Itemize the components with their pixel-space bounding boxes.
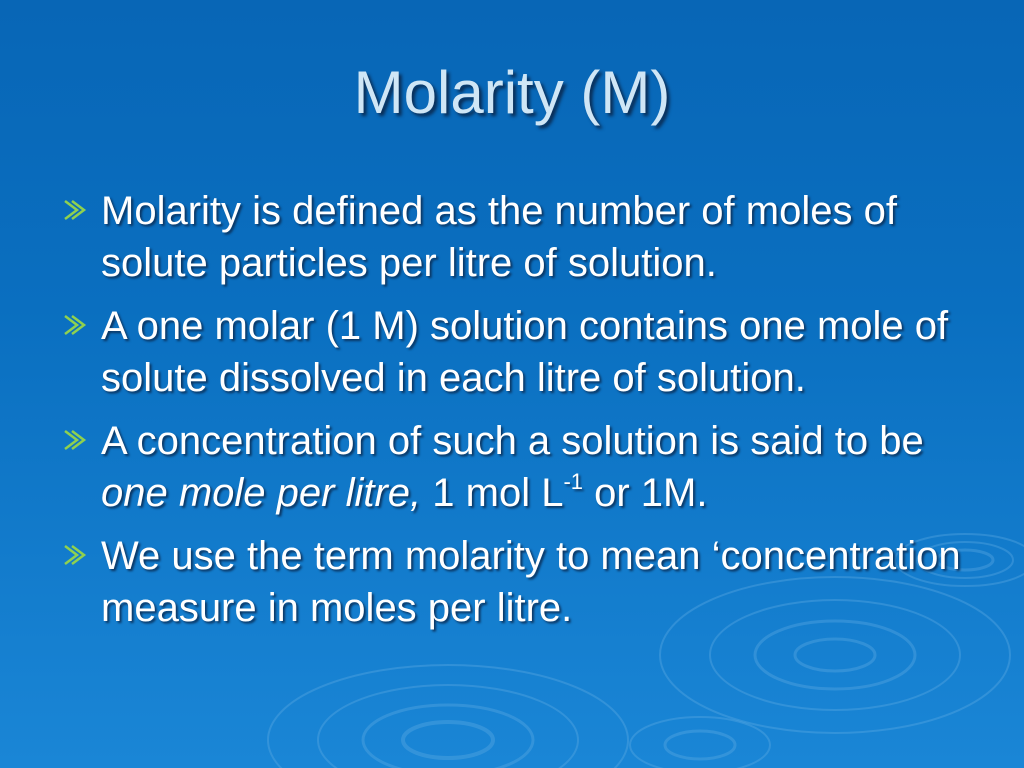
bullet-item	[60, 530, 980, 634]
bullet-text: Molarity is defined as the number of moles of solute particles per litre of solution.	[101, 189, 897, 285]
bullet-text: A one molar (1 M) solution contains one mole of solute dissolved in each litre of solution.	[101, 304, 949, 400]
bullet-text-unit: 1 mol L	[421, 471, 564, 515]
chevron-arrow-icon	[62, 312, 88, 338]
bullet-text-italic: one mole per litre,	[101, 471, 422, 515]
chevron-arrow-icon	[62, 197, 88, 223]
bullet-item	[60, 415, 980, 519]
bullet-text-superscript: -1	[563, 469, 584, 494]
bullet-text: We use the term molarity to mean ‘concentration measure in moles per litre.	[101, 534, 961, 630]
slide-title: Molarity (M)	[353, 59, 671, 126]
chevron-arrow-icon	[62, 542, 88, 568]
bullet-item	[60, 300, 980, 404]
bullet-item	[60, 185, 980, 289]
chevron-arrow-icon	[62, 427, 88, 453]
bullet-text-lead: A concentration of such a solution is said to be	[101, 419, 924, 463]
bullet-text-end: or 1M.	[583, 471, 708, 515]
bullet-list	[60, 185, 980, 645]
